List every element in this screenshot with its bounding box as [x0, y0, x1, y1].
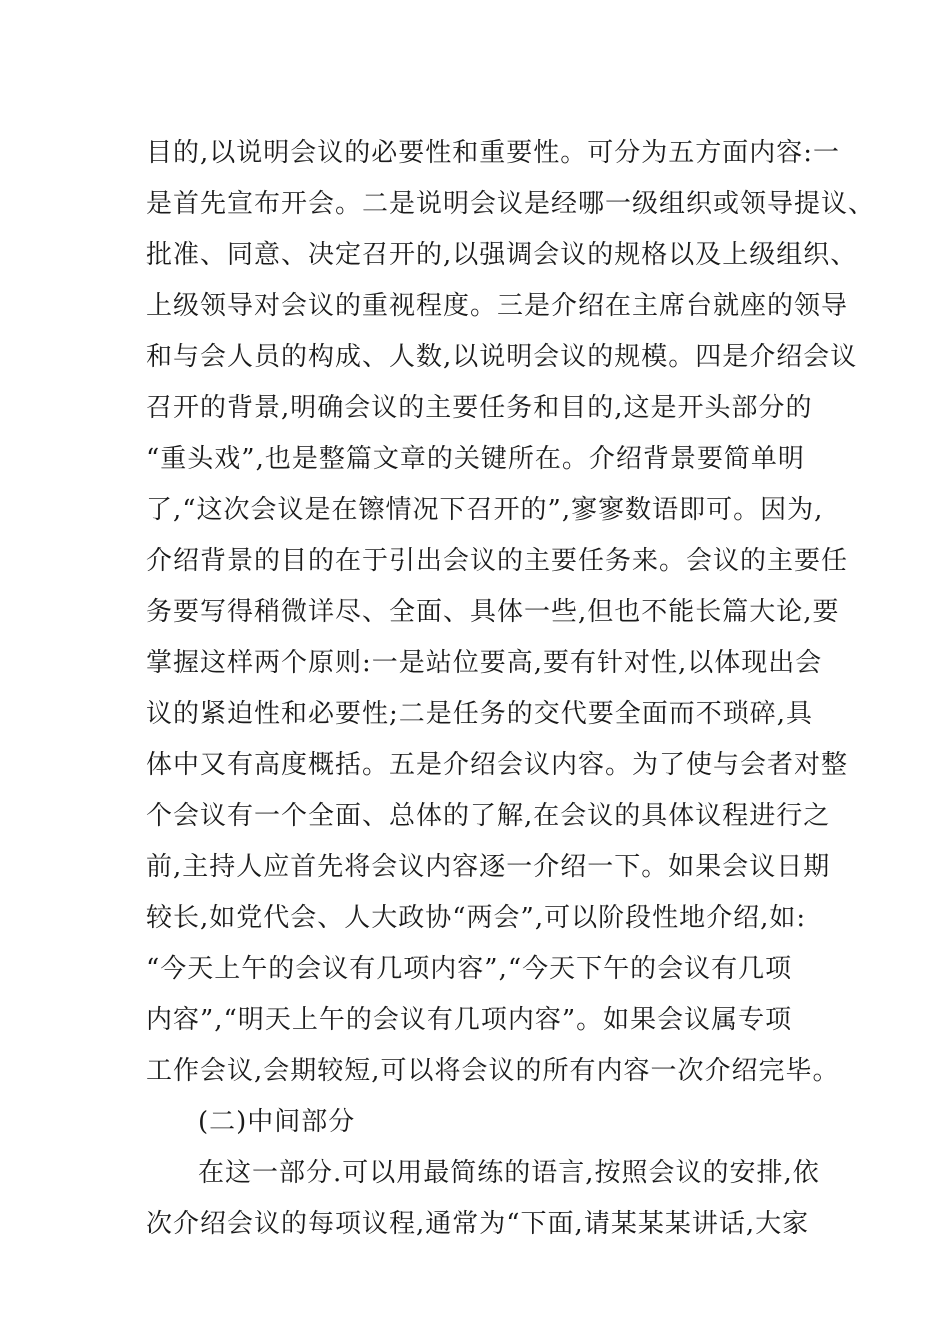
text-line-7: “重头戏”,也是整篇文章的关键所在。介绍背景要简单明 — [146, 444, 805, 474]
text-line-2: 是首先宣布开会。二是说明会议是经哪一级组织或领导提议、 — [146, 189, 876, 219]
text-line-1: 目的,以说明会议的必要性和重要性。可分为五方面内容:一 — [146, 138, 841, 168]
text-line-4: 上级领导对会议的重视程度。三是介绍在主席台就座的领导 — [146, 291, 849, 321]
text-line-3: 批准、同意、决定召开的,以强调会议的规格以及上级组织、 — [146, 240, 858, 270]
text-line-10: 务要写得稍微详尽、全面、具体一些,但也不能长篇大论,要 — [146, 597, 840, 627]
text-line-13: 体中又有高度概括。五是介绍会议内容。为了使与会者对整 — [146, 750, 849, 780]
text-line-8: 了,“这次会议是在镲情况下召开的”,寥寥数语即可。因为, — [146, 495, 824, 525]
text-line-17: “今天上午的会议有几项内容”,“今天下午的会议有几项 — [146, 954, 793, 984]
text-line-22: 次介绍会议的每项议程,通常为“下面,请某某某讲话,大家 — [146, 1209, 810, 1239]
text-line-5: 和与会人员的构成、人数,以说明会议的规模。四是介绍会议 — [146, 342, 858, 372]
text-line-19: 工作会议,会期较短,可以将会议的所有内容一次介绍完毕。 — [146, 1056, 840, 1086]
section-heading: (二)中间部分 — [198, 1107, 356, 1137]
text-line-12: 议的紧迫性和必要性;二是任务的交代要全面而不琐碎,具 — [146, 699, 814, 729]
text-line-16: 较长,如党代会、人大政协“两会”,可以阶段性地介绍,如: — [146, 903, 807, 933]
text-line-11: 掌握这样两个原则:一是站位要高,要有针对性,以体现出会 — [146, 648, 823, 678]
text-line-14: 个会议有一个全面、总体的了解,在会议的具体议程进行之 — [146, 801, 831, 831]
text-line-9: 介绍背景的目的在于引出会议的主要任务来。会议的主要任 — [146, 546, 849, 576]
text-line-15: 前,主持人应首先将会议内容逐一介绍一下。如果会议日期 — [146, 852, 831, 882]
text-line-21: 在这一部分.可以用最简练的语言,按照会议的安排,依 — [198, 1158, 820, 1188]
text-line-6: 召开的背景,明确会议的主要任务和目的,这是开头部分的 — [146, 393, 813, 423]
text-line-18: 内容”,“明天上午的会议有几项内容”。如果会议属专项 — [146, 1005, 793, 1035]
document-body — [146, 128, 876, 1250]
